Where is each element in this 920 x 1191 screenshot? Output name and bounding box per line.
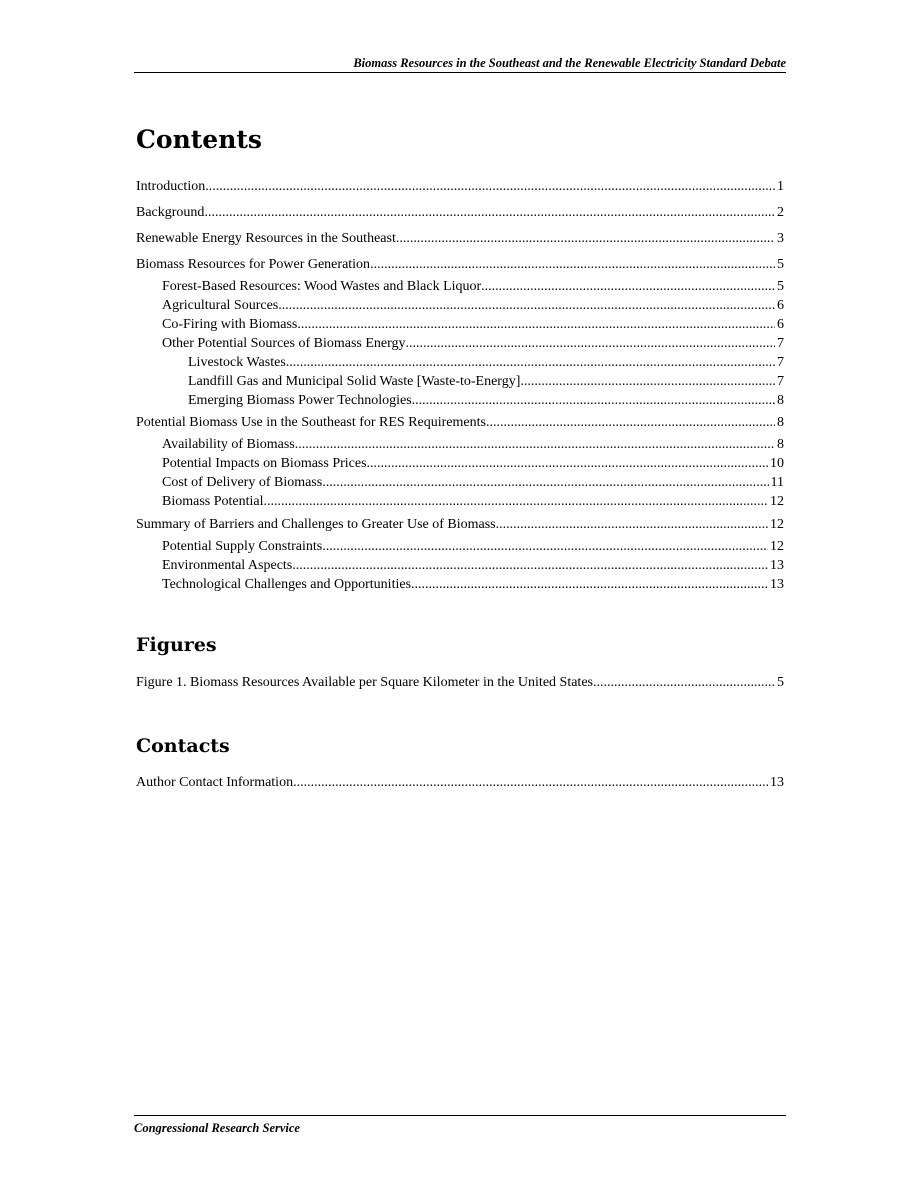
toc-entry-page-number: 5 xyxy=(777,675,784,690)
toc-entry-page-number: 10 xyxy=(770,456,784,471)
toc-entry[interactable] xyxy=(136,516,784,533)
footer-publisher: Congressional Research Service xyxy=(134,1115,786,1135)
toc-entry-page-number: 13 xyxy=(770,577,784,592)
toc-entry-page-number: 11 xyxy=(770,475,784,490)
toc-entry[interactable] xyxy=(136,557,784,574)
toc-entry-label: Forest-Based Resources: Wood Wastes and Black Liquor xyxy=(162,279,482,294)
toc-entry-label: Summary of Barriers and Challenges to Greater Use of Biomass xyxy=(136,517,496,532)
toc-entry-page-number: 1 xyxy=(777,179,784,194)
toc-entry[interactable] xyxy=(136,538,784,555)
toc-entry[interactable] xyxy=(136,204,784,221)
toc-entry-page-number: 7 xyxy=(777,336,784,351)
toc-entry[interactable] xyxy=(136,455,784,472)
toc-entry[interactable] xyxy=(136,674,784,691)
dot-leader xyxy=(295,436,775,453)
dot-leader xyxy=(322,538,768,555)
toc-entry-label: Biomass Resources for Power Generation xyxy=(136,257,371,272)
toc-entry[interactable] xyxy=(136,316,784,333)
toc-entry-label: Figure 1. Biomass Resources Available per Square Kilometer in the United States xyxy=(136,675,593,690)
toc-entry-page-number: 5 xyxy=(777,279,784,294)
toc-entry-label: Biomass Potential xyxy=(162,494,264,509)
dot-leader xyxy=(520,373,775,390)
dot-leader xyxy=(278,297,775,314)
dot-leader xyxy=(486,414,775,431)
dot-leader xyxy=(411,576,768,593)
toc-entry-page-number: 8 xyxy=(777,437,784,452)
toc-entry[interactable] xyxy=(136,230,784,247)
toc-entry-label: Co-Firing with Biomass xyxy=(162,317,298,332)
toc-entry-page-number: 2 xyxy=(777,205,784,220)
dot-leader xyxy=(204,204,775,221)
dot-leader xyxy=(370,256,775,273)
toc-entry-label: Introduction xyxy=(136,179,206,194)
contacts-heading: Contacts xyxy=(136,735,230,757)
toc-entry-page-number: 12 xyxy=(770,494,784,509)
toc-entry-label: Agricultural Sources xyxy=(162,298,279,313)
dot-leader xyxy=(406,335,775,352)
dot-leader xyxy=(322,474,768,491)
dot-leader xyxy=(293,774,768,791)
toc-entry-page-number: 8 xyxy=(777,415,784,430)
toc-entry-label: Author Contact Information xyxy=(136,775,294,790)
toc-entry-page-number: 3 xyxy=(777,231,784,246)
toc-entry-label: Other Potential Sources of Biomass Energy xyxy=(162,336,406,351)
dot-leader xyxy=(367,455,768,472)
toc-entry[interactable] xyxy=(136,373,784,390)
dot-leader xyxy=(396,230,775,247)
dot-leader xyxy=(205,178,775,195)
toc-entry-label: Livestock Wastes xyxy=(188,355,286,370)
toc-entry[interactable] xyxy=(136,354,784,371)
dot-leader xyxy=(496,516,768,533)
toc-entry-label: Cost of Delivery of Biomass xyxy=(162,475,323,490)
toc-entry[interactable] xyxy=(136,436,784,453)
dot-leader xyxy=(297,316,775,333)
toc-entry-label: Potential Impacts on Biomass Prices xyxy=(162,456,367,471)
toc-entry[interactable] xyxy=(136,576,784,593)
contents-heading: Contents xyxy=(136,125,263,154)
dot-leader xyxy=(264,493,769,510)
toc-entry[interactable] xyxy=(136,392,784,409)
toc-entry-label: Potential Biomass Use in the Southeast for RES Requirements xyxy=(136,415,486,430)
dot-leader xyxy=(593,674,775,691)
figures-heading: Figures xyxy=(136,634,217,656)
toc-entry[interactable] xyxy=(136,493,784,510)
toc-entry[interactable] xyxy=(136,414,784,431)
toc-entry-page-number: 7 xyxy=(777,374,784,389)
toc-entry-page-number: 12 xyxy=(770,517,784,532)
dot-leader xyxy=(286,354,775,371)
toc-entry-page-number: 5 xyxy=(777,257,784,272)
toc-entry-page-number: 13 xyxy=(770,558,784,573)
toc-entry[interactable] xyxy=(136,474,784,491)
toc-entry-label: Environmental Aspects xyxy=(162,558,293,573)
toc-entry-label: Renewable Energy Resources in the Southeast xyxy=(136,231,396,246)
toc-entry-label: Background xyxy=(136,205,205,220)
toc-entry[interactable] xyxy=(136,256,784,273)
running-header: Biomass Resources in the Southeast and the Renewable Electricity Standard Debate xyxy=(134,56,786,73)
toc-entry-page-number: 6 xyxy=(777,298,784,313)
toc-entry-page-number: 13 xyxy=(770,775,784,790)
toc-entry-page-number: 7 xyxy=(777,355,784,370)
toc-entry[interactable] xyxy=(136,297,784,314)
dot-leader xyxy=(292,557,768,574)
dot-leader xyxy=(412,392,775,409)
toc-entry-label: Landfill Gas and Municipal Solid Waste [Waste-to-Energy] xyxy=(188,374,521,389)
toc-entry[interactable] xyxy=(136,178,784,195)
toc-entry-label: Potential Supply Constraints xyxy=(162,539,323,554)
toc-entry[interactable] xyxy=(136,278,784,295)
toc-entry-label: Availability of Biomass xyxy=(162,437,295,452)
toc-entry-page-number: 12 xyxy=(770,539,784,554)
dot-leader xyxy=(481,278,775,295)
toc-entry-page-number: 8 xyxy=(777,393,784,408)
toc-entry[interactable] xyxy=(136,335,784,352)
toc-entry-label: Emerging Biomass Power Technologies xyxy=(188,393,412,408)
toc-entry-page-number: 6 xyxy=(777,317,784,332)
toc-entry-label: Technological Challenges and Opportunities xyxy=(162,577,412,592)
toc-entry[interactable] xyxy=(136,774,784,791)
